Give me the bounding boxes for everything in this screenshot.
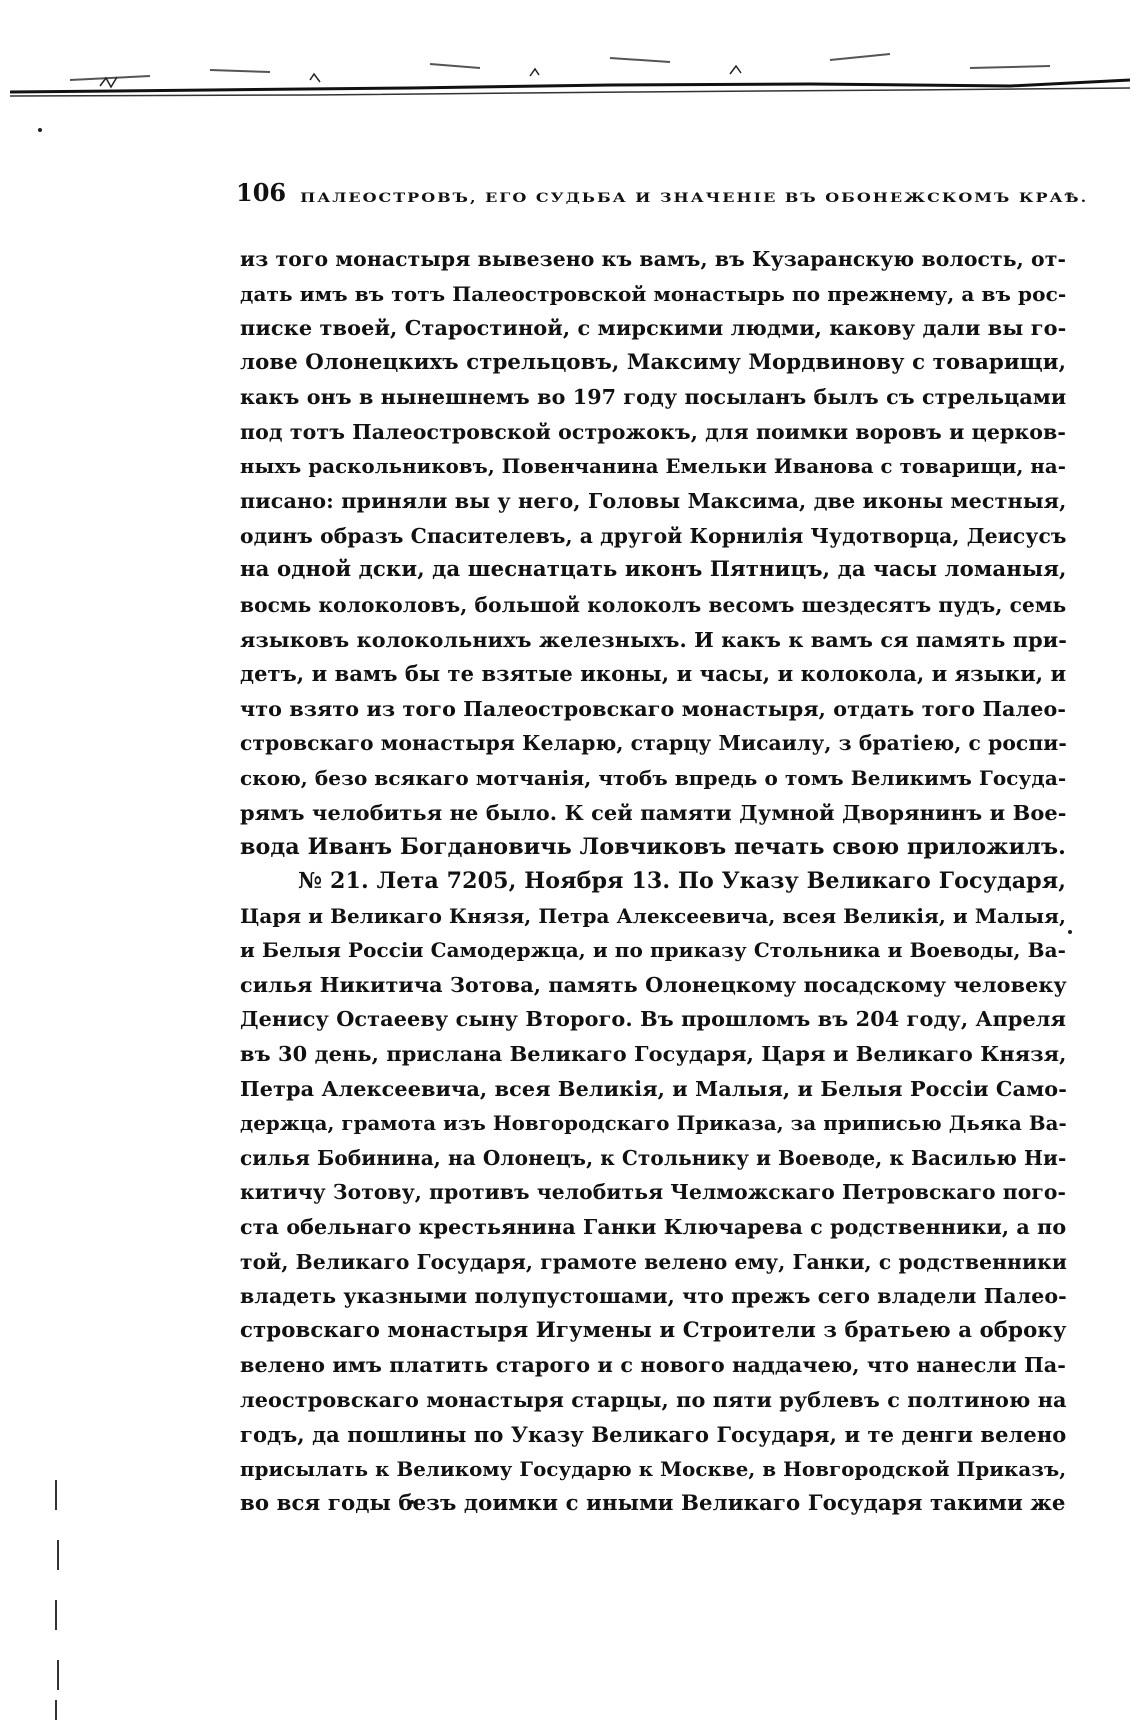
- text-line: силья Бобинина, на Олонецъ, к Стольнику и Воеводе, к Василью Ни-: [240, 1145, 1067, 1170]
- text-line: под тотъ Палеостровской острожокъ, для поимки воровъ и церков-: [240, 419, 1066, 444]
- text-line: Денису Остаееву сыну Второго. Въ прошломъ въ 204 году, Апреля: [240, 1006, 1066, 1032]
- text-line: въ 30 день, прислана Великаго Государя, Царя и Великаго Князя,: [240, 1040, 1067, 1066]
- scan-edge-artifact: [36, 1480, 66, 1720]
- text-line: и Белыя Россіи Самодержца, и по приказу Стольника и Воеводы, Ва-: [240, 938, 1066, 963]
- scan-speck: [38, 128, 42, 132]
- text-line: что взято из того Палеостровскаго монастыря, отдать того Палео-: [240, 696, 1066, 721]
- text-line: стровскаго монастыря Игумены и Строители з братьею а оброку: [240, 1317, 1067, 1343]
- scan-edge-artifact: [10, 40, 1130, 110]
- text-line: китичу Зотову, противъ челобитья Челможскаго Петровскаго пого-: [240, 1180, 1067, 1205]
- text-line: ста обельнаго крестьянина Ганки Ключарева с родственники, а по: [240, 1214, 1067, 1239]
- text-line: на одной дски, да шеснатцать иконъ Пятницъ, да часы ломаныя,: [240, 557, 1067, 583]
- running-header: [236, 178, 1089, 210]
- text-line: восмь колоколовъ, большой колоколъ весомъ шездесятъ пудъ, семь: [240, 592, 1067, 617]
- text-line: ныхъ раскольниковъ, Повенчанина Емельки Иванова с товарищи, на-: [240, 454, 1066, 478]
- text-line: велено имъ платить старого и с нового наддачею, что нанесли Па-: [240, 1353, 1066, 1378]
- text-line: № 21. Лета 7205, Ноября 13. По Указу Великаго Государя,: [298, 868, 1066, 894]
- text-line: детъ, и вамъ бы те взятые иконы, и часы, и колокола, и языки, и: [240, 661, 1067, 687]
- text-line: стровскаго монастыря Келарю, старцу Мисаилу, з братіею, с роспи-: [240, 731, 1067, 756]
- running-title: ПАЛЕОСТРОВЪ, ЕГО СУДЬБА И ЗНАЧЕНІЕ ВЪ ОБОНЕЖСКОМЪ КРАѢ.: [300, 189, 1089, 205]
- text-line: той, Великаго Государя, грамоте велено ему, Ганки, с родственники: [240, 1249, 1067, 1274]
- text-line: писано: приняли вы у него, Головы Максима, две иконы местныя,: [240, 489, 1067, 514]
- paragraph-continuation: [240, 242, 1066, 865]
- text-line: писке твоей, Старостиной, с мирскими людми, какову дали вы го-: [240, 315, 1067, 341]
- text-line: присылать к Великому Государю к Москве, в Новгородской Приказъ,: [240, 1457, 1067, 1482]
- text-line: годъ, да пошлины по Указу Великаго Государя, и те денги велено: [240, 1421, 1067, 1447]
- text-line: Петра Алексеевича, всея Великія, и Малыя, и Белыя Россіи Само-: [240, 1075, 1067, 1101]
- text-line: скою, безо всякаго мотчанія, чтобъ впредь о томъ Великимъ Госуда-: [240, 765, 1067, 790]
- text-line: во вся годы безъ доимки с иными Великаго Государя такими же: [240, 1490, 1066, 1516]
- paragraph-document-21: [240, 864, 1066, 1521]
- page-number: 106: [236, 178, 287, 207]
- scan-speck: [1068, 930, 1072, 934]
- text-line: силья Никитича Зотова, память Олонецкому посадскому человеку: [240, 972, 1067, 997]
- text-line: из того монастыря вывезено къ вамъ, въ Кузаранскую волость, от-: [240, 247, 1066, 271]
- text-line: рямъ челобитья не было. К сей памяти Думной Дворянинъ и Вое-: [240, 799, 1067, 825]
- text-line: лове Олонецкихъ стрельцовъ, Максиму Мордвинову с товарищи,: [240, 349, 1067, 375]
- text-line: вода Иванъ Богдановичь Ловчиковъ печать свою приложилъ.: [240, 834, 1066, 861]
- text-line: леостровскаго монастыря старцы, по пяти рублевъ с полтиною на: [240, 1386, 1067, 1412]
- text-line: владеть указными полупустошами, что прежъ сего владели Палео-: [240, 1284, 1067, 1309]
- text-line: какъ онъ в нынешнемъ во 197 году посыланъ былъ съ стрельцами: [240, 385, 1067, 410]
- text-line: дать имъ въ тотъ Палеостровской монастырь по прежнему, а въ рос-: [240, 281, 1067, 306]
- text-line: Царя и Великаго Князя, Петра Алексеевича, всея Великія, и Малыя,: [240, 903, 1066, 928]
- text-line: держца, грамота изъ Новгородскаго Приказа, за приписью Дьяка Ва-: [240, 1111, 1067, 1136]
- text-line: одинъ образъ Спасителевъ, а другой Корнилія Чудотворца, Деисусъ: [240, 523, 1067, 548]
- text-line: языковъ колокольнихъ железныхъ. И какъ к вамъ ся память при-: [240, 626, 1067, 652]
